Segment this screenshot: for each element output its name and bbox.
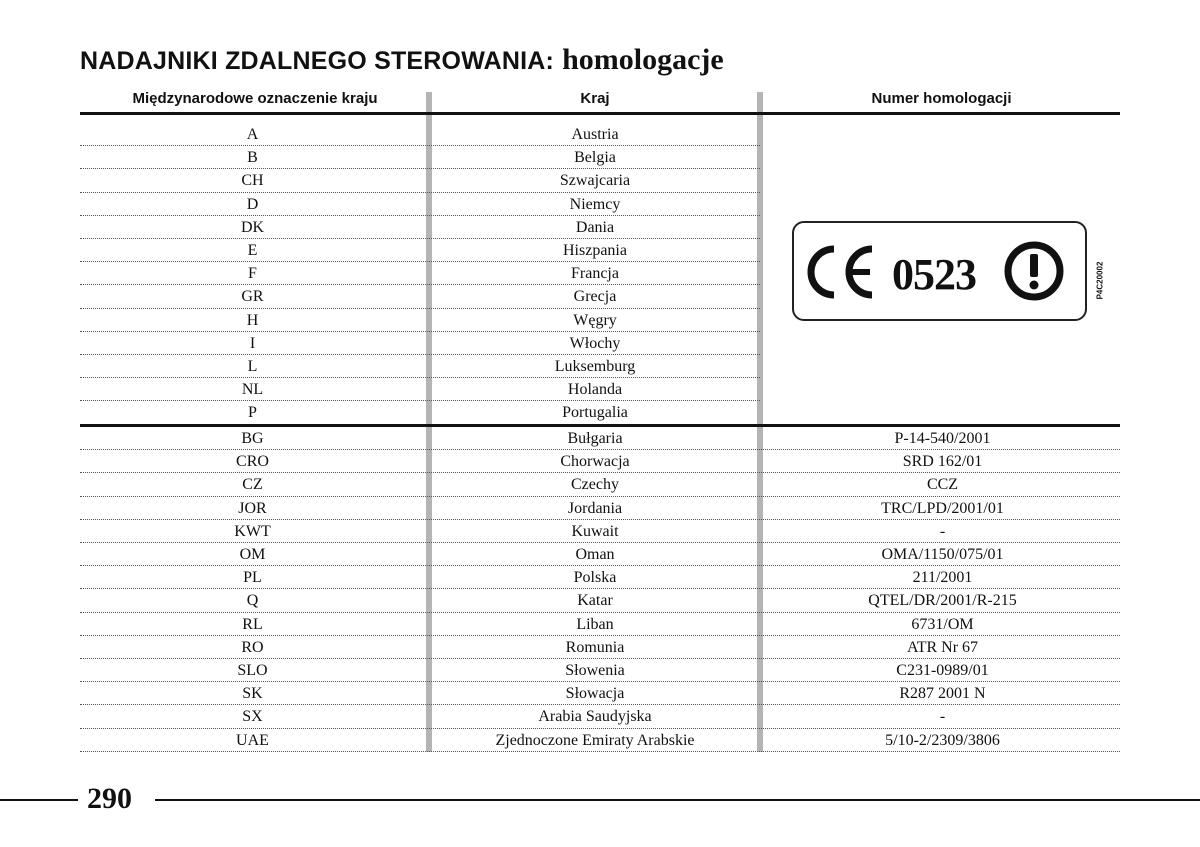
homologation-number: ATR Nr 67 — [906, 638, 979, 656]
country-code: JOR — [238, 499, 267, 517]
country-name: Bułgaria — [567, 430, 623, 447]
country-code: PL — [243, 569, 262, 587]
header-country: Kraj — [580, 90, 610, 107]
ce-mark — [792, 221, 1087, 321]
homologation-number: CCZ — [926, 476, 959, 494]
table-row — [0, 659, 1200, 682]
country-name: Włochy — [569, 334, 621, 352]
header-number: Numer homologacji — [871, 90, 1012, 107]
country-name: Węgry — [573, 311, 617, 329]
country-code: Q — [246, 592, 259, 610]
title-subtitle: homologacje — [562, 43, 724, 76]
country-name: Katar — [577, 592, 613, 610]
notified-body-number: 0523 — [892, 250, 976, 299]
row-separator — [80, 751, 1120, 752]
table-row — [0, 169, 1200, 192]
header-code: Międzynarodowe oznaczenie kraju — [132, 90, 378, 107]
table-row — [0, 566, 1200, 589]
country-name: Jordania — [567, 499, 623, 517]
country-name: Grecja — [573, 288, 617, 306]
country-code: SLO — [237, 662, 268, 679]
homologation-number: - — [939, 522, 946, 540]
table-row — [0, 427, 1200, 450]
country-code: KWT — [234, 522, 271, 540]
country-code: L — [247, 358, 258, 375]
country-name: Romunia — [565, 638, 625, 656]
table-row — [0, 682, 1200, 705]
country-name: Chorwacja — [560, 453, 630, 471]
country-code: H — [246, 311, 259, 329]
country-name: Szwajcaria — [559, 172, 631, 190]
table-row — [0, 589, 1200, 612]
country-code: A — [246, 126, 259, 143]
homologation-number: C231-0989/01 — [896, 662, 989, 679]
page-number: 290 — [87, 782, 132, 815]
country-code: D — [246, 195, 259, 213]
country-name: Luksemburg — [554, 358, 636, 375]
country-name: Słowacja — [565, 685, 625, 703]
country-code: RO — [241, 638, 264, 656]
country-name: Portugalia — [562, 404, 628, 422]
homologation-number: 211/2001 — [912, 569, 973, 587]
table-row — [0, 729, 1200, 752]
alert-icon — [1002, 239, 1066, 303]
table-row — [0, 450, 1200, 473]
country-name: Dania — [575, 218, 615, 236]
country-code: P — [248, 404, 257, 422]
country-name: Czechy — [571, 476, 619, 494]
table-row — [0, 543, 1200, 566]
homologation-number: - — [939, 708, 946, 726]
table-row — [0, 613, 1200, 636]
country-code: UAE — [236, 731, 269, 749]
homologation-number: P-14-540/2001 — [894, 430, 991, 447]
country-code: SK — [242, 685, 263, 703]
table-row — [0, 332, 1200, 355]
header-rule — [80, 112, 1120, 115]
homologation-number: 5/10-2/2309/3806 — [885, 731, 1000, 749]
country-name: Hiszpania — [563, 242, 627, 259]
country-code: F — [248, 265, 257, 283]
country-name: Polska — [573, 569, 617, 587]
table-row — [0, 123, 1200, 146]
country-code: CH — [241, 172, 264, 190]
table-row — [0, 520, 1200, 543]
country-name: Niemcy — [569, 195, 621, 213]
country-code: NL — [241, 381, 264, 399]
country-code: BG — [241, 430, 264, 447]
homologation-number: 6731/OM — [911, 615, 974, 633]
country-name: Holanda — [567, 381, 623, 399]
country-code: GR — [241, 288, 264, 306]
table-row — [0, 497, 1200, 520]
country-code: DK — [240, 218, 265, 236]
country-name: Francja — [571, 265, 619, 283]
table-row — [0, 401, 1200, 424]
footer-rule — [0, 799, 78, 801]
table-row — [0, 705, 1200, 728]
country-name: Belgia — [574, 149, 616, 167]
homologation-number: R287 2001 N — [899, 685, 986, 703]
page-title — [80, 40, 724, 85]
homologation-number: QTEL/DR/2001/R-215 — [868, 592, 1017, 610]
ce-logo-icon — [800, 237, 880, 307]
country-name: Zjednoczone Emiraty Arabskie — [495, 731, 695, 749]
title-main: NADAJNIKI ZDALNEGO STEROWANIA: — [80, 47, 555, 75]
country-code: I — [249, 334, 256, 352]
country-name: Słowenia — [565, 662, 625, 679]
table-row — [0, 378, 1200, 401]
country-code: OM — [239, 546, 266, 563]
table-row — [0, 193, 1200, 216]
country-code: SX — [242, 708, 263, 726]
homologation-number: SRD 162/01 — [902, 453, 983, 471]
country-name: Kuwait — [571, 522, 619, 540]
table-row — [0, 473, 1200, 496]
country-code: E — [247, 242, 258, 259]
table-row — [0, 146, 1200, 169]
table-row — [0, 355, 1200, 378]
country-code: B — [247, 149, 258, 167]
image-code: P4C20002 — [1095, 261, 1105, 300]
country-code: CRO — [236, 453, 269, 471]
country-code: RL — [242, 615, 263, 633]
footer-rule — [155, 799, 1200, 801]
table-row — [0, 636, 1200, 659]
country-name: Arabia Saudyjska — [538, 708, 652, 726]
country-name: Oman — [575, 546, 615, 563]
country-name: Liban — [576, 615, 614, 633]
country-name: Austria — [571, 126, 619, 143]
homologation-number: TRC/LPD/2001/01 — [881, 499, 1004, 517]
country-code: CZ — [242, 476, 263, 494]
homologation-number: OMA/1150/075/01 — [881, 546, 1004, 563]
